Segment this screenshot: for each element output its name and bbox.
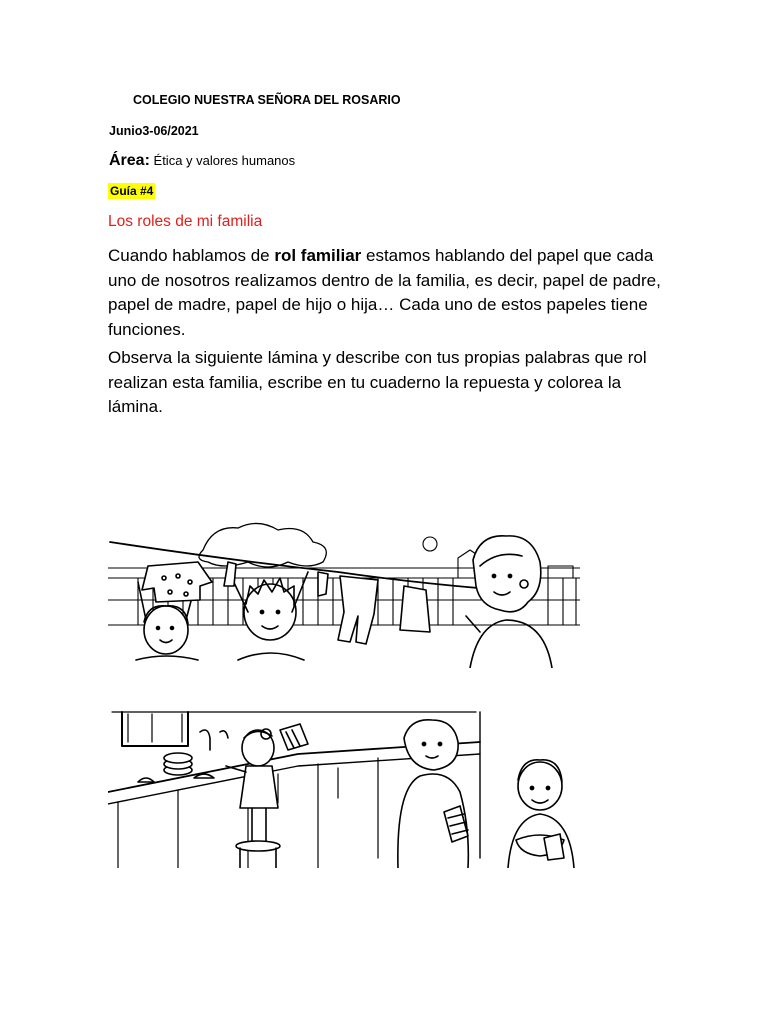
date-line: Junio3-06/2021 [109,124,199,138]
paragraph-intro [108,244,663,342]
section-title: Los roles de mi familia [108,213,263,230]
intro-rest: estamos hablando del papel que cada uno de nosotros realizamos dentro de la familia, es decir, papel de padre, papel de madre, papel de hijo o hija… Cada uno de estos papeles tiene funciones. [108,246,661,339]
area-line [109,152,295,170]
school-name: COLEGIO NUESTRA SEÑORA DEL ROSARIO [133,93,401,107]
family-kitchen-drawing-icon [108,708,580,868]
area-label: Área: [109,152,150,169]
guide-number: Guía #4 [110,184,154,198]
intro-start: Cuando hablamos de [108,246,275,265]
family-laundry-drawing-icon [108,520,580,668]
paragraph-instructions: Observa la siguiente lámina y describe con tus propias palabras que rol realizan esta familia, escribe en tu cuaderno la repuesta y colorea la lámina. [108,348,647,416]
area-value: Ética y valores humanos [149,153,296,168]
intro-bold-term: rol familiar [274,246,362,265]
